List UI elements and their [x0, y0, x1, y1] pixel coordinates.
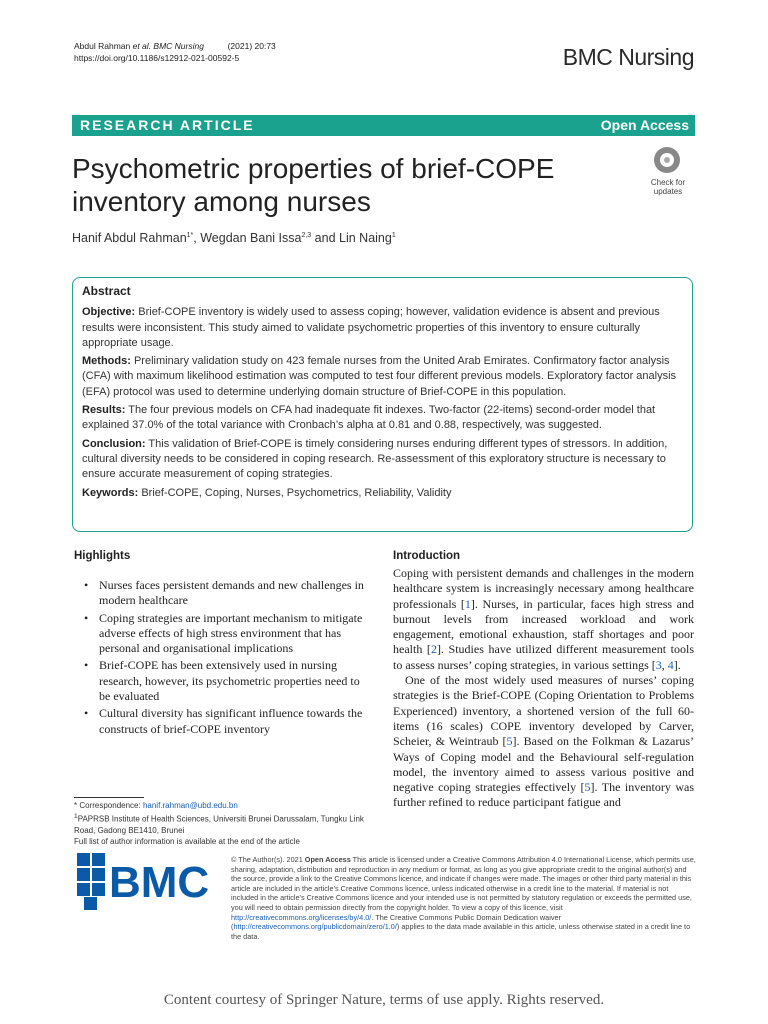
title-line-2: inventory among nurses	[72, 186, 371, 217]
citation-header	[74, 40, 276, 64]
abstract-methods: Methods: Preliminary validation study on 423 female nurses from the United Arab Emirates. Confirmatory factor analysis (CFA) with maximum likelihood estimation was computed to test four different previous models. Exploratory factor analysis (EFA) protocol was used to determine underlying domain structure of Brief-COPE in this population.	[82, 355, 677, 398]
article-type: RESEARCH ARTICLE	[80, 117, 255, 133]
courtesy-footer: Content courtesy of Springer Nature, terms of use apply. Rights reserved.	[163, 992, 605, 1008]
bmc-logo	[75, 851, 216, 911]
affiliation: PAPRSB Institute of Health Sciences, Universiti Brunei Darussalam, Tungku Link Road, Gadong BE1410, Brunei	[74, 814, 364, 835]
abstract-results: Results: The four previous models on CFA had inadequate fit indexes. Two-factor (22-items) second-order model that explained 37.0% of the total variance with Cronbach’s alpha at 0.81 and 0.88, respectively, was suggested.	[82, 404, 656, 432]
citation-link[interactable]: 2	[430, 642, 437, 657]
citation-link[interactable]: 5	[584, 780, 591, 795]
list-item: • Brief-COPE has been extensively used in nursing research, however, its psychometric properties need to be evaluated	[82, 658, 372, 704]
public-domain-link[interactable]: http://creativecommons.org/publicdomain/zero/1.0/	[233, 922, 397, 932]
author-info-note: Full list of author information is available at the end of the article	[74, 836, 300, 846]
author-1-affil: 1*	[186, 231, 194, 239]
author-list: Hanif Abdul Rahman$^{1*}$, Wegdan Bani Issa$^{2,3}$ and Lin Naing$^1$	[72, 231, 396, 245]
introduction-body	[393, 566, 694, 811]
highlights-heading: Highlights	[74, 550, 131, 562]
author-2-affil: 2,3	[301, 231, 312, 239]
title-line-1: Psychometric properties of brief-COPE	[72, 153, 555, 184]
correspondence-footnote: * Correspondence: hanif.rahman@ubd.edu.bn $^1$PAPRSB Institute of Health Sciences, Universiti Brunei Darussalam, Tungku Link Road, Gadong BE1410, Brunei Full list of author information is available at the end of the article	[74, 797, 374, 847]
citation-link[interactable]: 1	[464, 596, 471, 611]
check-updates-label-1: Check for	[650, 178, 686, 187]
citation-link[interactable]: 3	[655, 657, 662, 672]
abstract-box	[72, 277, 693, 532]
author-3[interactable]: Lin Naing	[339, 231, 392, 245]
citation-link[interactable]: 5	[506, 734, 513, 749]
article-type-banner	[72, 115, 695, 136]
check-updates-icon	[654, 147, 680, 173]
doi-link[interactable]: https://doi.org/10.1186/s12912-021-00592-5	[74, 53, 240, 63]
abstract-keywords: Keywords: Brief-COPE, Coping, Nurses, Psychometrics, Reliability, Validity	[82, 486, 452, 499]
list-item: • Nurses faces persistent demands and new challenges in modern healthcare	[82, 578, 372, 609]
intro-paragraph-2: One of the most widely used measures of nurses’ coping strategies is the Brief-COPE (Coping Orientation to Problems Experienced) inventory, a shortened version of the full 60-items (16 scales) COPE inventory developed by Carver, Scheier, & Weintraub [5]. Based on the Folkman & Lazarus’ Ways of Coping model and the Behavioural self-regulation model, the inventory aimed to assess various positive and negative coping strategies effectively [5]. The inventory was further refined to reduce participant fatigue and	[393, 673, 695, 810]
intro-paragraph-1: Coping with persistent demands and challenges in the modern healthcare system is increasingly necessary among healthcare professionals [1]. Nurses, in particular, faces high stress and burnout levels from increased workload and work engagement, emotional exhaustion, staff shortages and poor health [2]. Studies have utilized different measurement tools to assess nurses’ coping strategies, in various settings [3, 4].	[393, 566, 694, 672]
abstract-conclusion: Conclusion: This validation of Brief-COPE is timely considering nurses enduring different types of stressors. In addition, cultural diversity needs to be considered in coping research. Re-assessment of this exploratory structure is necessary to ensure accurate measurement of coping strategies.	[82, 437, 668, 481]
check-updates-label-2: updates	[653, 187, 683, 196]
introduction-heading: Introduction	[393, 550, 461, 562]
abstract-objective: Objective: Brief-COPE inventory is widely used to assess coping; however, validation evidence is absent and previous results were inconsistent. This study aimed to validate psychometric properties of this inventory to ensure culturally appropriate usage.	[82, 306, 660, 349]
author-2[interactable]: Wegdan Bani Issa	[200, 231, 302, 245]
correspondence-email[interactable]: hanif.rahman@ubd.edu.bn	[142, 801, 238, 810]
highlights-list	[82, 578, 372, 739]
journal-brand: BMC Nursing	[562, 44, 694, 70]
abstract-heading: Abstract	[82, 284, 131, 298]
citation-authors: Abdul Rahman	[74, 41, 131, 51]
author-1[interactable]: Hanif Abdul Rahman	[72, 231, 187, 245]
citation-year: (2021) 20:73	[227, 41, 276, 51]
license-link[interactable]: http://creativecommons.org/licenses/by/4.0/	[231, 912, 372, 922]
bmc-logo-text: BMC	[109, 858, 210, 907]
article-title	[72, 152, 592, 218]
license-statement: © The Author(s). 2021 Open Access This article is licensed under a Creative Commons Attribution 4.0 International License, which permits use, sharing, adaptation, distribution and reproduction in any medium or format, as long as you give appropriate credit to the original author(s) and the source, provide a link to the Creative Commons licence, and indicate if changes were made. The images or other third party material in this article are included in the article's Creative Commons licence, unless indicated otherwise in a credit line to the material. If material is not included in the article's Creative Commons licence and your intended use is not permitted by statutory regulation or exceeds the permitted use, you will need to obtain permission directly from the copyright holder. To view a copy of this licence, visit http://creativecommons.org/licenses/by/4.0/. The Creative Commons Public Domain Dedication waiver (http://creativecommons.org/publicdomain/zero/1.0/) applies to the data made available in this article, unless otherwise stated in a credit line to the data.	[231, 855, 696, 941]
author-3-affil: 1	[391, 231, 396, 239]
citation-journal: et al. BMC Nursing	[132, 41, 204, 51]
check-for-updates-badge[interactable]	[641, 145, 695, 203]
footnote-divider	[74, 797, 144, 798]
list-item: • Coping strategies are important mechanism to mitigate adverse effects of high stress environment that has personal and organisational implications	[82, 611, 372, 657]
open-access-label: Open Access	[600, 117, 689, 133]
citation-link[interactable]: 4	[667, 657, 674, 672]
list-item: • Cultural diversity has significant influence towards the constructs of brief-COPE inventory	[82, 706, 372, 737]
